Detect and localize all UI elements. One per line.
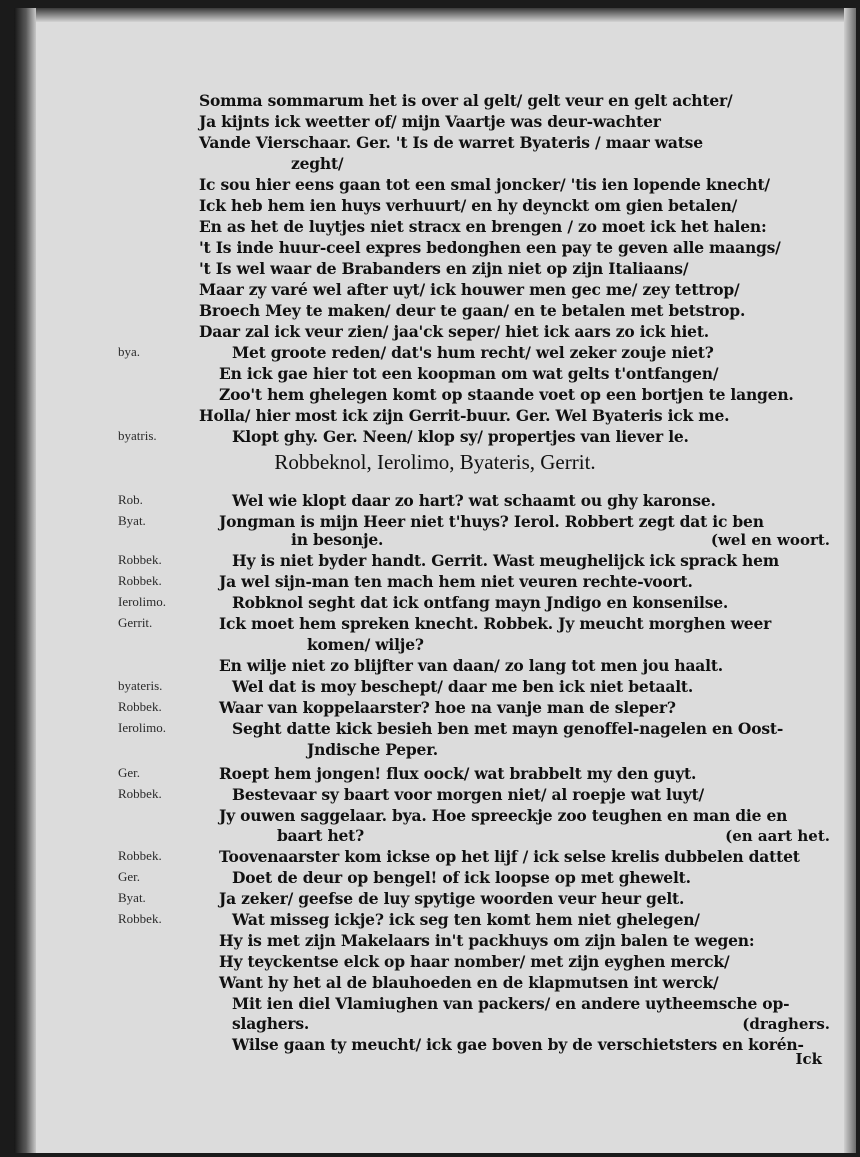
speaker-label: Robbek. [118, 848, 162, 863]
text-line [14, 571, 856, 593]
line-text: 't Is inde huur-ceel expres bedonghen een pay te geven alle maangs/ [199, 238, 781, 257]
line-text: Somma sommarum het is over al gelt/ gelt veur en gelt achter/ [199, 91, 733, 110]
text-line [14, 718, 856, 740]
line-text: 't Is wel waar de Brabanders en zijn niet op zijn Italiaans/ [199, 259, 689, 278]
line-text: Seght datte kick besieh ben met mayn genoffel-nagelen en Oost- [232, 719, 784, 738]
line-text: Daar zal ick veur zien/ jaa'ck seper/ hiet ick aars zo ick hiet. [199, 322, 709, 341]
text-line [14, 951, 856, 973]
text-line [14, 930, 856, 952]
text-line [14, 174, 856, 196]
speaker-label: bya. [118, 344, 141, 359]
line-text: En wilje niet zo blijfter van daan/ zo lang tot men jou haalt. [219, 656, 723, 675]
line-text: komen/ wilje? [307, 635, 424, 654]
line-text: Ick heb hem ien huys verhuurt/ en hy deynckt om gien betalen/ [199, 196, 738, 215]
line-text: Ic sou hier eens gaan tot een smal joncker/ 'tis ien lopende knecht/ [199, 175, 770, 194]
text-line [14, 972, 856, 994]
line-text: Ick moet hem spreken knecht. Robbek. Jy meucht morghen weer [219, 614, 772, 633]
speaker-label: Ierolimo. [118, 594, 167, 609]
line-text: Hy is niet byder handt. Gerrit. Wast meughelijck ick sprack hem [232, 551, 779, 570]
line-text: Klopt ghy. Ger. Neen/ klop sy/ propertjes van liever le. [232, 427, 689, 446]
speaker-label: Byat. [118, 890, 146, 905]
text-line [14, 888, 856, 910]
text-line [14, 613, 856, 635]
text-line [14, 763, 856, 785]
line-text: Hy teyckentse elck op haar nomber/ met zijn eyghen merck/ [219, 952, 730, 971]
line-text: Broech Mey te maken/ deur te gaan/ en te betalen met betstrop. [199, 301, 746, 320]
line-text: Met groote reden/ dat's hum recht/ wel zeker zouje niet? [232, 343, 714, 362]
text-line [14, 805, 856, 827]
line-text: Wel dat is moy beschept/ daar me ben ick niet betaalt. [232, 677, 694, 696]
text-line [14, 195, 856, 217]
text-line [14, 846, 856, 868]
text-line [14, 111, 856, 133]
text-line [14, 300, 856, 322]
speaker-label: Robbek. [118, 552, 162, 567]
line-text: Holla/ hier most ick zijn Gerrit-buur. Ger. Wel Byateris ick me. [199, 406, 730, 425]
text-line [14, 258, 856, 280]
speaker-label: Byat. [118, 513, 146, 528]
speaker-label: Robbek. [118, 573, 162, 588]
text-line [14, 132, 856, 154]
text-line [14, 739, 856, 761]
speaker-label: Robbek. [118, 786, 162, 801]
text-line [14, 909, 856, 931]
speaker-label: byatris. [118, 428, 157, 443]
text-line [14, 993, 856, 1015]
speaker-label: Ierolimo. [118, 720, 167, 735]
text-line [14, 784, 856, 806]
line-text: En as het de luytjes niet stracx en brengen / zo moet ick het halen: [199, 217, 767, 236]
text-line [14, 216, 856, 238]
page-top-shadow [14, 8, 856, 22]
line-text: zeght/ [291, 154, 344, 173]
line-text: Want hy het al de blauhoeden en de klapmutsen int werck/ [219, 973, 719, 992]
line-text: Ja zeker/ geefse de luy spytige woorden veur heur gelt. [219, 889, 685, 908]
text-line [14, 550, 856, 572]
line-text: Jndische Peper. [307, 740, 438, 759]
speaker-label: byateris. [118, 678, 163, 693]
line-text: slaghers. [232, 1014, 310, 1033]
text-line [14, 697, 856, 719]
text-line [14, 655, 856, 677]
turnover-text: (en aart het. [725, 827, 830, 845]
line-text: baart het? [277, 826, 365, 845]
text-line [14, 405, 856, 427]
text-line [14, 1034, 856, 1056]
turnover-text: (wel en woort. [710, 531, 830, 549]
text-line [14, 676, 856, 698]
line-text: Wel wie klopt daar zo hart? wat schaamt ou ghy karonse. [232, 491, 716, 510]
speaker-label: Rob. [118, 492, 143, 507]
text-line [14, 592, 856, 614]
text-line [14, 426, 856, 448]
text-line [14, 237, 856, 259]
line-text: Jongman is mijn Heer niet t'huys? Ierol. Robbert zegt dat ic ben [219, 512, 764, 531]
line-text: Wat misseg ickje? ick seg ten komt hem niet ghelegen/ [232, 910, 700, 929]
line-text: Ja kijnts ick weetter of/ mijn Vaartje was deur-wachter [199, 112, 661, 131]
speaker-label: Robbek. [118, 699, 162, 714]
line-text: Toovenaarster kom ickse op het lijf / ick selse krelis dubbelen dattet [219, 847, 800, 866]
line-text: Mit ien diel Vlamiughen van packers/ en andere uytheemsche op- [232, 994, 790, 1013]
line-text: Hy is met zijn Makelaars in't packhuys om zijn balen te wegen: [219, 931, 755, 950]
line-text: Robknol seght dat ick ontfang mayn Jndigo en konsenilse. [232, 593, 729, 612]
scene-heading: Robbeknol, Ierolimo, Byateris, Gerrit. [274, 450, 596, 474]
text-line [14, 825, 856, 847]
line-text: Bestevaar sy baart voor morgen niet/ al roepje wat luyt/ [232, 785, 705, 804]
text-line [14, 634, 856, 656]
line-text: Roept hem jongen! flux oock/ wat brabbelt my den guyt. [219, 764, 697, 783]
line-text: Maar zy varé wel after uyt/ ick houwer men gec me/ zey tettrop/ [199, 280, 740, 299]
turnover-text: (draghers. [742, 1015, 830, 1033]
text-line [14, 321, 856, 343]
line-text: Wilse gaan ty meucht/ ick gae boven by de verschietsters en korén- [232, 1035, 804, 1054]
line-text: En ick gae hier tot een koopman om wat gelts t'ontfangen/ [219, 364, 719, 383]
line-text: Ja wel sijn-man ten mach hem niet veuren rechte-voort. [219, 572, 693, 591]
text-line [14, 342, 856, 364]
text-line [14, 90, 856, 112]
speaker-label: Ger. [118, 869, 141, 884]
speaker-label: Robbek. [118, 911, 162, 926]
text-line [14, 490, 856, 512]
text-line [14, 279, 856, 301]
line-text: Zoo't hem ghelegen komt op staande voet op een bortjen te langen. [219, 385, 794, 404]
speaker-label: Ger. [118, 765, 141, 780]
line-text: in besonje. [291, 530, 384, 549]
text-line [14, 1013, 856, 1035]
text-line [14, 867, 856, 889]
book-page [14, 8, 856, 1153]
catchword: Ick [795, 1050, 822, 1068]
text-line [14, 363, 856, 385]
line-text: Waar van koppelaarster? hoe na vanje man de sleper? [219, 698, 676, 717]
line-text: Jy ouwen saggelaar. bya. Hoe spreeckje zoo teughen en man die en [219, 806, 788, 825]
text-line [14, 153, 856, 175]
speaker-label: Gerrit. [118, 615, 153, 630]
text-line [14, 384, 856, 406]
line-text: Doet de deur op bengel! of ick loopse op met ghewelt. [232, 868, 691, 887]
line-text: Vande Vierschaar. Ger. 't Is de warret Byateris / maar watse [199, 133, 703, 152]
text-line [14, 529, 856, 551]
